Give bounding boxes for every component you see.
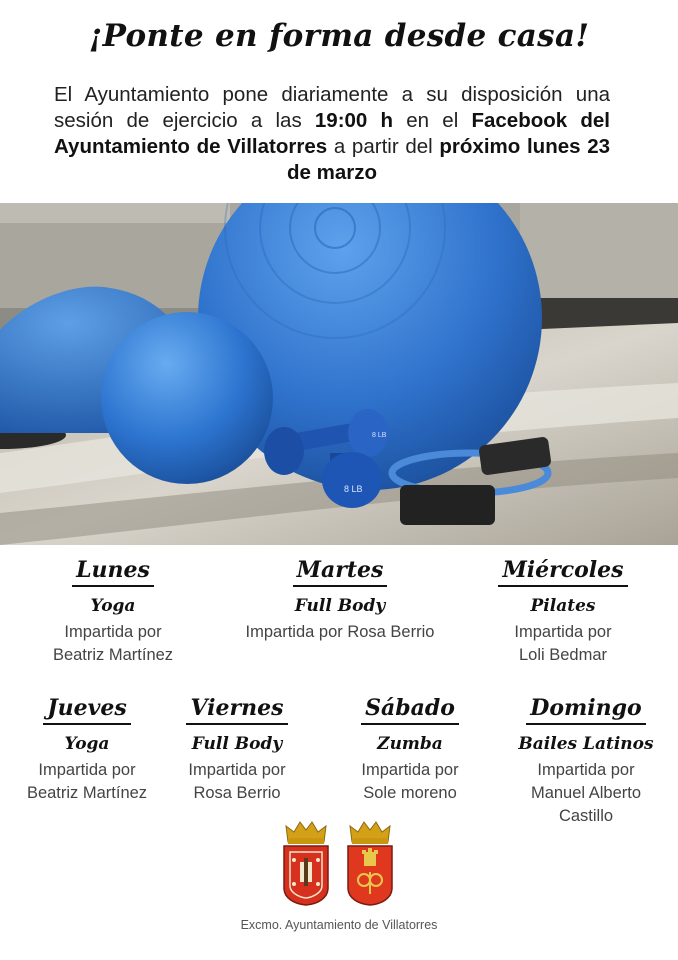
small-exercise-ball <box>101 312 273 484</box>
intro-text-2: en el <box>393 109 472 132</box>
day-card-domingo <box>500 695 672 828</box>
intro-paragraph <box>54 82 610 186</box>
activity-name: Bailes Latinos <box>518 734 654 754</box>
day-name: Miércoles <box>498 557 627 587</box>
activity-name: Yoga <box>90 596 136 616</box>
coat-of-arms-right-icon <box>344 820 396 906</box>
instructor-line: Impartida por <box>64 623 162 641</box>
instructor-name-2: Castillo <box>558 807 614 825</box>
day-card-jueves <box>12 695 162 805</box>
instructor-name: Sole moreno <box>363 784 457 802</box>
dumbbell-label: 8 LB <box>344 484 363 494</box>
day-card-sabado <box>340 695 480 805</box>
intro-facebook: Facebook del Ayuntamiento de Villatorres <box>54 109 610 158</box>
day-name: Jueves <box>43 695 131 725</box>
intro-date: próximo lunes 23 de marzo <box>287 135 611 184</box>
intro-text-3: a partir del <box>327 135 440 158</box>
intro-time: 19:00 h <box>314 109 394 132</box>
instructor-name: Beatriz Martínez <box>26 784 148 802</box>
day-name: Lunes <box>72 557 154 587</box>
instructor-name: Beatriz Martínez <box>52 646 174 664</box>
day-card-miercoles <box>480 557 646 667</box>
day-name: Martes <box>293 557 388 587</box>
instructor-line: Impartida por Rosa Berrio <box>245 623 435 641</box>
day-name: Viernes <box>186 695 287 725</box>
day-card-lunes <box>20 557 206 667</box>
intro-text-1: El Ayuntamiento pone diariamente a su disposición una sesión de ejercicio a las <box>54 83 610 132</box>
instructor-line: Impartida por <box>361 761 459 779</box>
activity-name: Full Body <box>294 596 386 616</box>
instructor-line: Impartida por <box>188 761 286 779</box>
instructor-name: Loli Bedmar <box>518 646 608 664</box>
activity-name: Zumba <box>377 734 443 754</box>
instructor-line: Impartida por <box>514 623 612 641</box>
day-name: Domingo <box>526 695 645 725</box>
instructor-name: Rosa Berrio <box>193 784 281 802</box>
footer-text: Excmo. Ayuntamiento de Villatorres <box>240 918 438 932</box>
fitness-photo <box>0 203 678 545</box>
day-card-viernes <box>170 695 304 805</box>
poster-title: ¡Ponte en forma desde casa! <box>88 18 590 54</box>
activity-name: Yoga <box>64 734 110 754</box>
coat-of-arms-left-icon <box>280 820 332 906</box>
instructor-line: Impartida por <box>537 761 635 779</box>
day-card-martes <box>220 557 460 644</box>
instructor-line: Impartida por <box>38 761 136 779</box>
activity-name: Pilates <box>530 596 596 616</box>
day-name: Sábado <box>361 695 459 725</box>
instructor-name: Manuel Alberto <box>530 784 642 802</box>
activity-name: Full Body <box>191 734 283 754</box>
dumbbell-label-2: 8 LB <box>372 432 387 439</box>
